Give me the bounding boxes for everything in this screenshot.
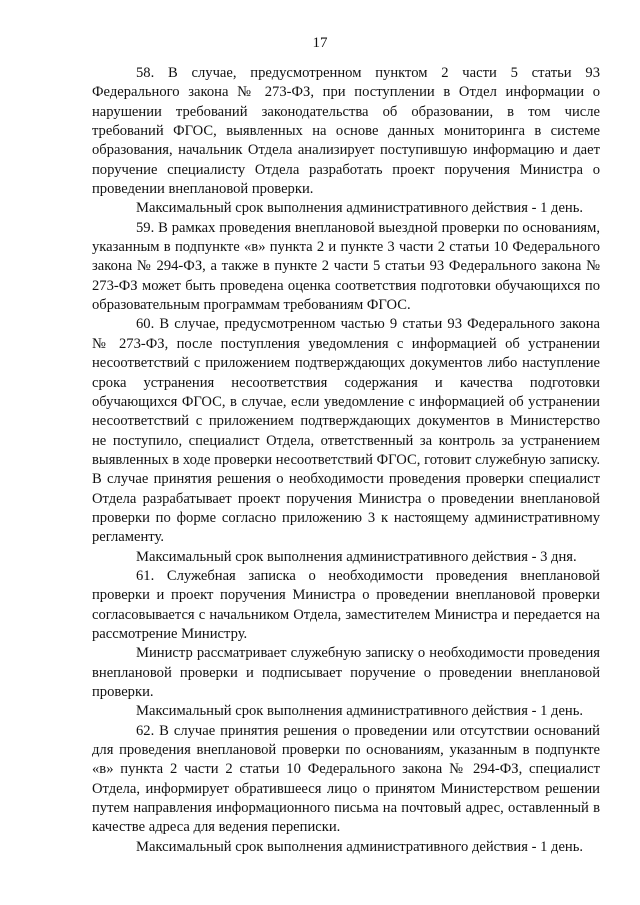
paragraph-59: 59. В рамках проведения внеплановой выездной проверки по основаниям, указанным в подпункте «в» пункта 2 и пункте 3 части 2 статьи 10 Федерального закона № 294-ФЗ, а также в пункте 2 части 5 статьи 93 Федерального закона № 273-ФЗ может быть проведена оценка соответствия подготовки обучающихся по образовательным программам требованиям ФГОС. — [92, 219, 600, 314]
paragraph-61: 61. Служебная записка о необходимости проведения внеплановой проверки и проект поручения Министра о проведении внеплановой проверки согласовывается с начальником Отдела, заместителем Министра и передается на рассмотрение Министру. — [92, 567, 600, 642]
paragraph-60: 60. В случае, предусмотренном частью 9 статьи 93 Федерального закона № 273-ФЗ, после поступления уведомления с информацией об устранении несоответствий с приложением подтверждающих документов либо наступление срока устранения несоответствия содержания и качества подготовки обучающихся ФГОС, в случае, если уведомление с информацией об устранении несоответствий с приложением подтверждающих документов в Министерство не поступило, специалист Отдела, ответственный за контроль за устранением выявленных в ходе проверки несоответствий ФГОС, готовит служебную записку. В случае принятия решения о необходимости проведения проверки специалист Отдела разрабатывает проект поручения Министра о проведении внеплановой проверки по форме согласно приложению 3 к настоящему административному регламенту. — [92, 316, 600, 546]
deadline-paragraph: Максимальный срок выполнения административного действия - 1 день. — [136, 703, 584, 720]
paragraph-58: 58. В случае, предусмотренном пунктом 2 части 5 статьи 93 Федерального закона № 273-ФЗ, при поступлении в Отдел информации о нарушении требований законодательства об образовании, в том числе требований ФГОС, выявленных на основе данных мониторинга в системе образования, начальник Отдела анализирует поступившую информацию и дает поручение специалисту Отдела разработать проект поручения Министра о проведении внеплановой проверки. — [92, 65, 600, 198]
paragraph-62: 62. В случае принятия решения о проведении или отсутствии оснований для проведения внеплановой проверки по основаниям, указанным в подпункте «в» пункта 2 части 2 статьи 10 Федерального закона № 294-ФЗ, специалист Отдела, информирует обратившееся лицо о принятом Министерством решении путем направления информационного письма на почтовый адрес, оставленный в качестве адреса для ведения переписки. — [92, 722, 600, 836]
page-number: 17 — [312, 35, 328, 51]
deadline-paragraph: Максимальный срок выполнения административного действия - 3 дня. — [136, 548, 577, 565]
deadline-paragraph: Максимальный срок выполнения административного действия - 1 день. — [136, 200, 584, 217]
document-body — [92, 64, 600, 857]
minister-review-paragraph: Министр рассматривает служебную записку о необходимости проведения внеплановой проверки и подписывает поручение о проведении внеплановой проверки. — [92, 645, 600, 700]
deadline-paragraph: Максимальный срок выполнения административного действия - 1 день. — [136, 838, 584, 855]
